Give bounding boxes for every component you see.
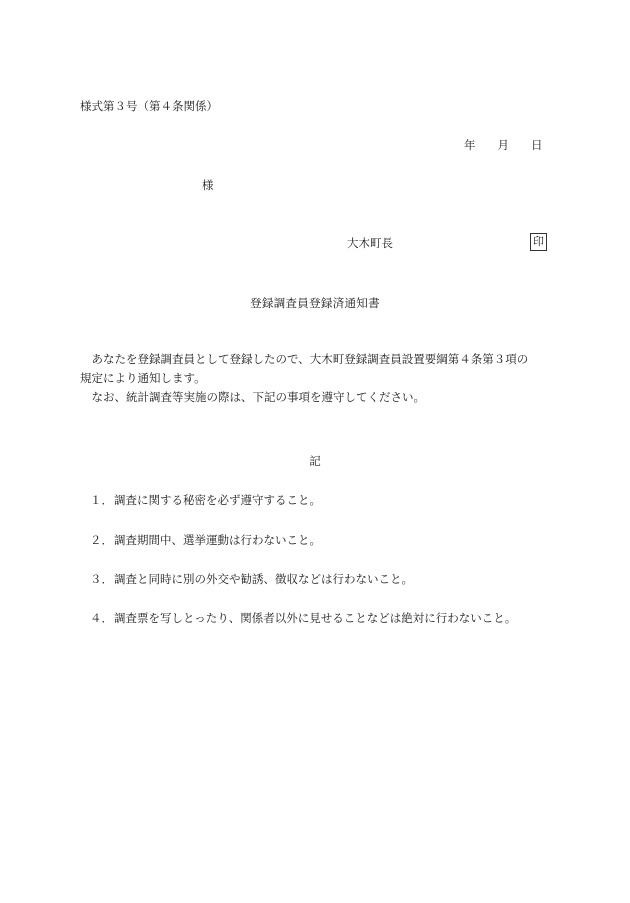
list-item	[90, 492, 321, 508]
list-item	[90, 571, 413, 587]
date-line	[464, 137, 543, 153]
body-line-3: なお、統計調査等実施の際は、下記の事項を遵守してください。	[91, 390, 425, 404]
date-year: 年	[464, 138, 476, 152]
date-month: 月	[497, 138, 509, 152]
form-number: 様式第３号（第４条関係）	[80, 99, 218, 113]
body-text	[80, 350, 556, 407]
ki-heading: 記	[309, 454, 321, 468]
body-line-2: 規定により通知します。	[80, 371, 206, 385]
item-number: １．	[90, 493, 113, 507]
item-number: ２．	[90, 533, 113, 547]
item-text: 調査と同時に別の外交や勧誘、徴収などは行わないこと。	[114, 572, 413, 586]
date-day: 日	[531, 138, 543, 152]
item-text: 調査に関する秘密を必ず遵守すること。	[114, 493, 321, 507]
item-text: 調査期間中、選挙運動は行わないこと。	[114, 533, 321, 547]
item-number: ４．	[90, 611, 113, 625]
addressee-suffix: 様	[202, 178, 214, 192]
document-title: 登録調査員登録済通知書	[250, 296, 380, 310]
list-item	[90, 532, 321, 548]
sender-name: 大木町長	[347, 236, 393, 250]
item-number: ３．	[90, 572, 113, 586]
list-item	[90, 610, 516, 626]
body-line-1: あなたを登録調査員として登録したので、大木町登録調査員設置要綱第４条第３項の	[91, 352, 529, 366]
seal-mark: 印	[530, 233, 547, 251]
item-text: 調査票を写しとったり、関係者以外に見せることなどは絶対に行わないこと。	[114, 611, 517, 625]
